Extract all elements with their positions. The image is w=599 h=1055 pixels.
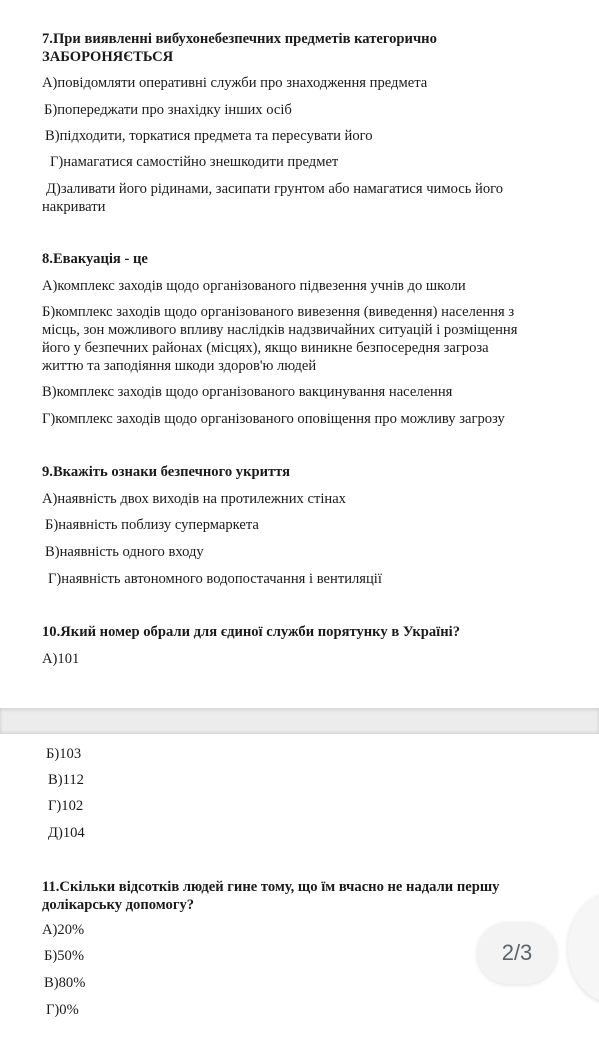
question-7-option-b: Б)попереджати про знахідку інших осіб xyxy=(44,102,292,118)
question-10-option-d: Д)104 xyxy=(48,825,85,841)
question-10-option-b: Б)103 xyxy=(46,746,82,762)
question-8-option-b-line-1: Б)комплекс заходів щодо організованого вивезення (виведення) населення з xyxy=(42,304,515,320)
question-8-option-b-line-4: життю та заподіяння шкоди здоров'ю людей xyxy=(42,358,317,374)
question-7-option-a: А)повідомляти оперативні служби про знаходження предмета xyxy=(42,75,428,91)
question-9-option-a: А)наявність двох виходів на протилежних стінах xyxy=(42,491,346,507)
page-separator xyxy=(0,708,599,734)
question-8-option-a: А)комплекс заходів щодо організованого підвезення учнів до школи xyxy=(42,278,466,294)
question-9-option-g: Г)наявність автономного водопостачання і вентиляції xyxy=(48,571,382,587)
question-7-option-g: Г)намагатися самостійно знешкодити предмет xyxy=(50,154,339,170)
question-7-title-line-2: ЗАБОРОНЯЄТЬСЯ xyxy=(42,49,174,65)
question-11-title-line-1: 11.Скільки відсотків людей гине тому, що їм вчасно не надали першу xyxy=(42,879,500,895)
question-9-title: 9.Вкажіть ознаки безпечного укриття xyxy=(42,464,291,480)
question-11-option-v: В)80% xyxy=(44,975,86,991)
question-8-title: 8.Евакуація - це xyxy=(42,251,148,267)
question-9-option-v: В)наявність одного входу xyxy=(45,544,204,560)
page-indicator: 2/3 xyxy=(477,922,557,984)
question-7-option-v: В)підходити, торкатися предмета та пересувати його xyxy=(45,128,373,144)
question-10-title: 10.Який номер обрали для єдиної служби порятунку в Україні? xyxy=(42,624,461,640)
question-7-option-d-line-2: накривати xyxy=(42,199,106,215)
question-8-option-g: Г)комплекс заходів щодо організованого оповіщення про можливу загрозу xyxy=(42,411,505,427)
question-11-title-line-2: долікарську допомогу? xyxy=(42,897,195,913)
question-7-title-line-1: 7.При виявленні вибухонебезпечних предметів категорично xyxy=(42,31,437,47)
question-10-option-g: Г)102 xyxy=(48,798,84,814)
question-10-option-a: А)101 xyxy=(42,651,80,667)
question-8-option-b-line-3: його у безпечних районах (місцях), якщо виникне безпосередня загроза xyxy=(42,340,489,356)
question-11-option-a: А)20% xyxy=(42,922,85,938)
question-11-option-g: Г)0% xyxy=(46,1002,79,1018)
question-7-option-d-line-1: Д)заливати його рідинами, засипати грунтом або намагатися чимось його xyxy=(46,181,504,197)
question-10-option-v: В)112 xyxy=(48,772,84,788)
question-8-option-v: В)комплекс заходів щодо організованого вакцинування населення xyxy=(42,384,453,400)
question-8-option-b-line-2: місць, зон можливого впливу наслідків надзвичайних ситуацій і розміщення xyxy=(42,322,518,338)
question-11-option-b: Б)50% xyxy=(44,948,84,964)
question-9-option-b: Б)наявність поблизу супермаркета xyxy=(45,517,259,533)
document-page-2 xyxy=(0,734,599,1055)
